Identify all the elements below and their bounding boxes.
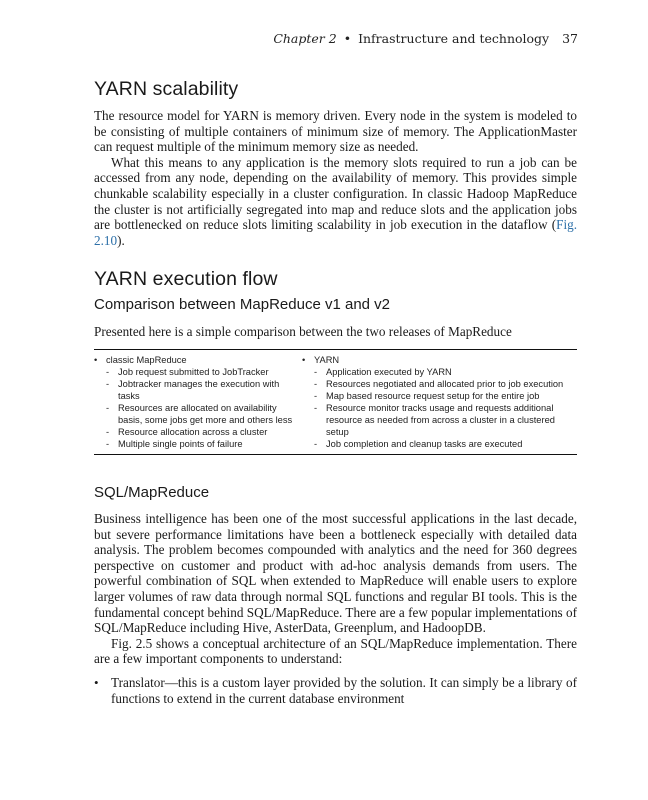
list-item-text: Map based resource request setup for the entire job	[326, 390, 540, 401]
bullet-icon: •	[94, 674, 99, 690]
list-item-text: Job completion and cleanup tasks are executed	[326, 438, 523, 449]
paragraph-text-end: ).	[117, 232, 125, 248]
comparison-subheading: Comparison between MapReduce v1 and v2	[94, 296, 391, 314]
list-item-text: Multiple single points of failure	[118, 438, 243, 449]
yarn-column	[302, 354, 577, 450]
page-content	[94, 78, 577, 707]
comparison-box	[94, 349, 577, 455]
sql-mapreduce-paragraph-1: Business intelligence has been one of the most successful applications in the last decade, but severe performance limitations have been a bottleneck especially with detailed data analysis. The problem becomes compounded with analytics and the need for 360 degrees perspective on customer and product with ad-hoc analysis demands from users. The powerful combination of SQL when extended to MapReduce will enable users to explore larger volumes of raw data through normal SQL functions and regular BI tools. This is the fundamental concept behind SQL/MapReduce. There are a few popular implementations of SQL/MapReduce including Hive, AsterData, Greenplum, and HadoopDB.	[94, 510, 577, 636]
yarn-scalability-paragraph-2	[94, 155, 577, 249]
yarn-scalability-paragraph-1: The resource model for YARN is memory driven. Every node in the system is modeled to be consisting of multiple containers of minimum size of memory. The ApplicationMaster can request multiple of the minimum memory size as needed.	[94, 108, 577, 155]
list-item	[94, 675, 577, 707]
list-item-text: Resource monitor tracks usage and requests additional resource as needed from across a cluster in a clustered setup	[326, 402, 555, 437]
list-item-text: Job request submitted to JobTracker	[118, 366, 269, 377]
yarn-scalability-heading: YARN scalability	[94, 78, 239, 100]
list-item-text: Translator—this is a custom layer provided by the solution. It can simply be a library of functions to extend in the current database environment	[111, 674, 577, 706]
component-list	[94, 675, 577, 707]
yarn-execution-heading: YARN execution flow	[94, 268, 278, 291]
yarn-title: YARN	[314, 354, 340, 365]
list-item-text: Resource allocation across a cluster	[118, 426, 268, 437]
list-item: - Jobtracker manages the execution with tasks	[94, 378, 302, 402]
list-item-text: Jobtracker manages the execution with tasks	[118, 378, 280, 401]
bullet-icon: •	[302, 354, 306, 365]
running-header	[273, 31, 578, 46]
chapter-label: Chapter 2	[273, 31, 337, 46]
paragraph-text: What this means to any application is the memory slots required to run a job can be accessed from any node, depending on the availability of memory. This provides simple chunkable scalability especially in a cluster configuration. In classic Hadoop MapReduce the cluster is not artificially segregated into map and reduce slots and the application jobs are bottlenecked on reduce slots limiting scalability in job execution in the dataflow (	[94, 154, 577, 233]
list-item: - Job completion and cleanup tasks are executed	[314, 438, 523, 449]
sql-mapreduce-paragraph-2: Fig. 2.5 shows a conceptual architecture of an SQL/MapReduce implementation. There are a few important components to understand:	[94, 635, 577, 667]
list-item: - Resource monitor tracks usage and requests additional resource as needed from across a cluster in a clustered setup	[302, 402, 577, 438]
list-item: - Job request submitted to JobTracker	[106, 366, 269, 377]
list-item: - Resources negotiated and allocated prior to job execution	[314, 378, 564, 389]
comparison-intro: Presented here is a simple comparison between the two releases of MapReduce	[94, 324, 512, 340]
classic-mapreduce-column	[94, 354, 302, 450]
bullet-icon: •	[94, 354, 98, 365]
list-item-text: Resources negotiated and allocated prior to job execution	[326, 378, 564, 389]
list-item: - Map based resource request setup for the entire job	[314, 390, 540, 401]
list-item-text: Resources are allocated on availability basis, some jobs get more and others less	[118, 402, 293, 425]
chapter-title: Infrastructure and technology	[358, 31, 550, 46]
list-item: - Multiple single points of failure	[106, 438, 243, 449]
list-item: - Application executed by YARN	[314, 366, 452, 377]
page-number: 37	[562, 31, 578, 46]
sql-mapreduce-heading: SQL/MapReduce	[94, 483, 210, 501]
figure-link[interactable]: Fig. 2.10	[94, 217, 577, 248]
classic-mapreduce-title: classic MapReduce	[106, 354, 187, 365]
list-item-text: Application executed by YARN	[326, 366, 452, 377]
list-item: - Resources are allocated on availability basis, some jobs get more and others less	[94, 402, 302, 426]
list-item: - Resource allocation across a cluster	[106, 426, 268, 437]
header-separator: •	[343, 31, 352, 46]
